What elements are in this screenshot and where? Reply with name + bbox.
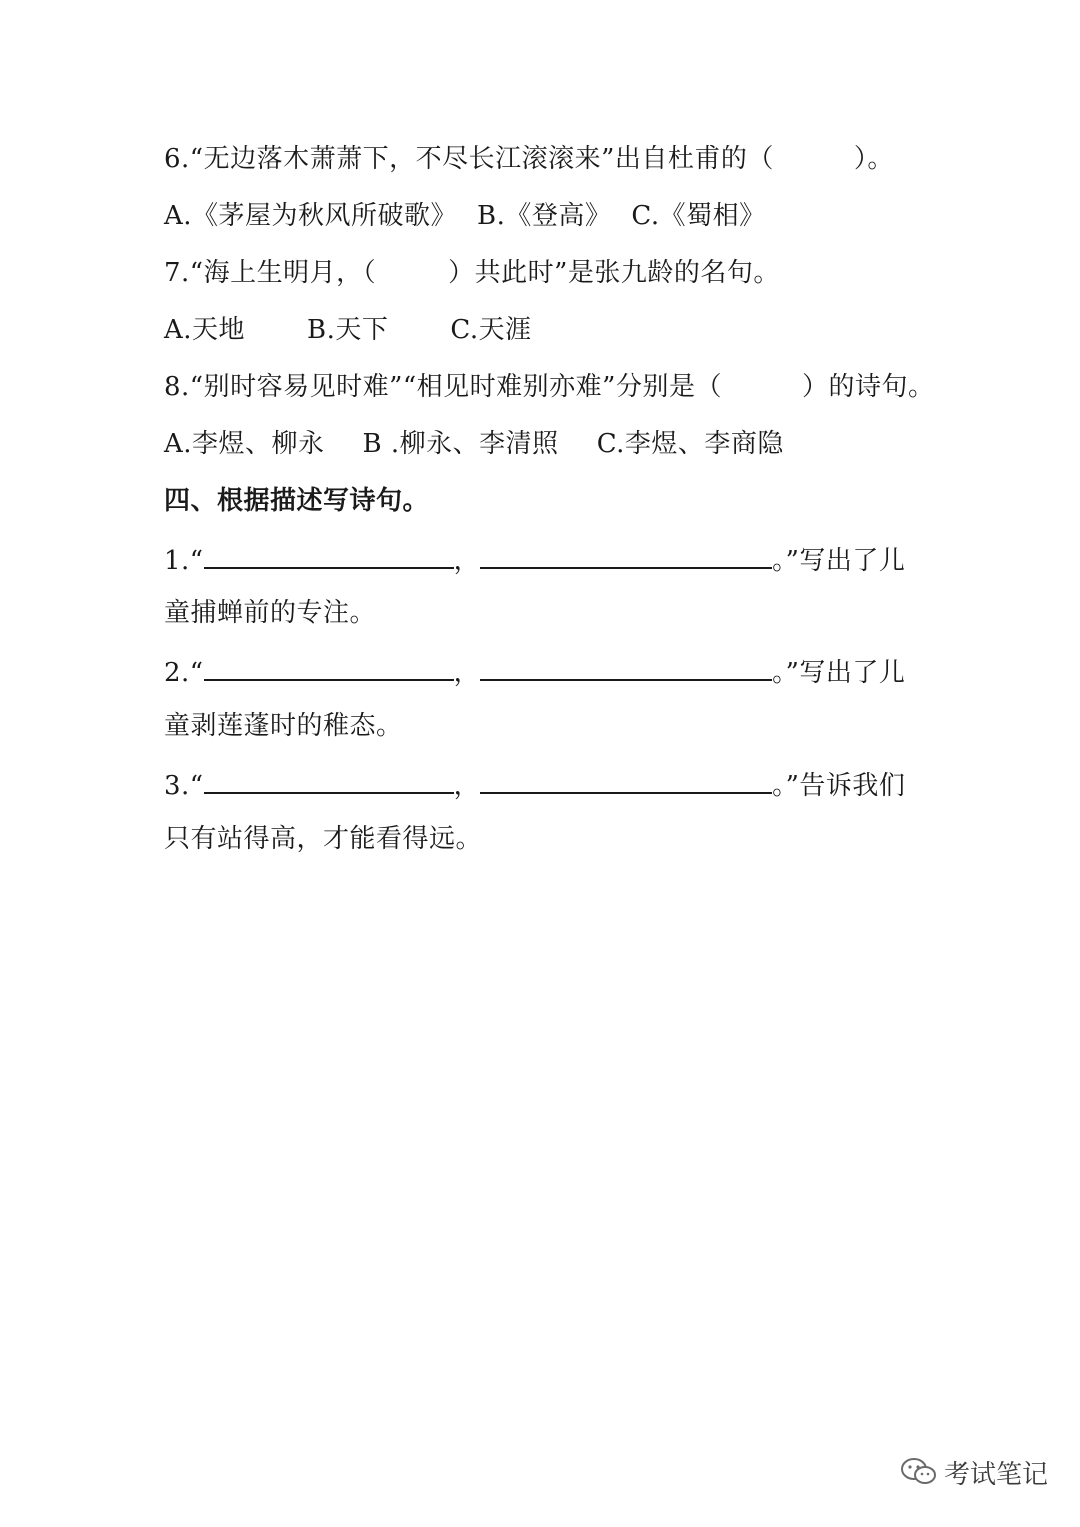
watermark (900, 1452, 1048, 1492)
poem-item-2-end: 。”写出了儿 (772, 658, 906, 688)
poem-item-2-blank-a[interactable] (204, 653, 454, 681)
poem-item-3-comma: ， (453, 771, 481, 801)
question-8-stem-before: 8.“别时容易见时难”“相见时难别亦难”分别是（ (164, 372, 722, 402)
poem-item-1-blank-b[interactable] (480, 541, 772, 569)
poem-item-3-blank-a[interactable] (204, 766, 454, 794)
question-8-stem-after: ）的诗句。 (801, 372, 935, 402)
poem-item-2-blank-b[interactable] (480, 653, 772, 681)
question-6-options (164, 199, 766, 233)
question-6-stem-before: 6.“无边落木萧萧下，不尽长江滚滚来”出自杜甫的（ (164, 144, 774, 174)
question-7-option-b: B.天下 (307, 315, 389, 345)
poem-item-1-comma: ， (453, 546, 481, 576)
question-6-option-c: C.《蜀相》 (631, 201, 766, 231)
question-8-options (164, 427, 784, 461)
poem-item-3 (164, 766, 905, 803)
poem-item-3-number: 3.“ (164, 771, 204, 801)
poem-item-1-number: 1.“ (164, 546, 204, 576)
question-8-option-a: A.李煜、柳永 (164, 429, 325, 459)
question-7-stem-after: ）共此时”是张九龄的名句。 (448, 258, 780, 288)
question-7-option-a: A.天地 (164, 315, 246, 345)
poem-item-2-description: 童剥莲蓬时的稚态。 (164, 711, 403, 741)
question-7-stem-before: 7.“海上生明月，（ (164, 258, 377, 288)
poem-item-2-number: 2.“ (164, 658, 204, 688)
question-6-option-b: B.《登高》 (477, 201, 612, 231)
question-7-stem (164, 256, 780, 290)
question-8-option-b: B .柳永、李清照 (362, 429, 559, 459)
wechat-icon (900, 1456, 938, 1488)
poem-item-3-description: 只有站得高，才能看得远。 (164, 824, 483, 854)
question-6-stem-after: ）。 (853, 144, 894, 174)
section-4-title: 四、根据描述写诗句。 (164, 486, 430, 516)
watermark-text: 考试笔记 (944, 1459, 1049, 1490)
poem-item-1-end: 。”写出了儿 (772, 546, 906, 576)
poem-item-3-end: 。”告诉我们 (772, 771, 906, 801)
question-8-stem (164, 370, 935, 404)
poem-item-1-description: 童捕蝉前的专注。 (164, 598, 377, 628)
poem-item-3-blank-b[interactable] (480, 766, 772, 794)
question-7-options (164, 313, 532, 347)
poem-item-2 (164, 653, 905, 690)
poem-item-1-blank-a[interactable] (204, 541, 454, 569)
poem-item-2-comma: ， (453, 658, 481, 688)
question-8-option-c: C.李煜、李商隐 (596, 429, 784, 459)
poem-item-1 (164, 541, 905, 578)
question-6-stem (164, 142, 894, 176)
question-6-option-a: A.《茅屋为秋风所破歌》 (164, 201, 458, 231)
question-7-option-c: C.天涯 (450, 315, 532, 345)
